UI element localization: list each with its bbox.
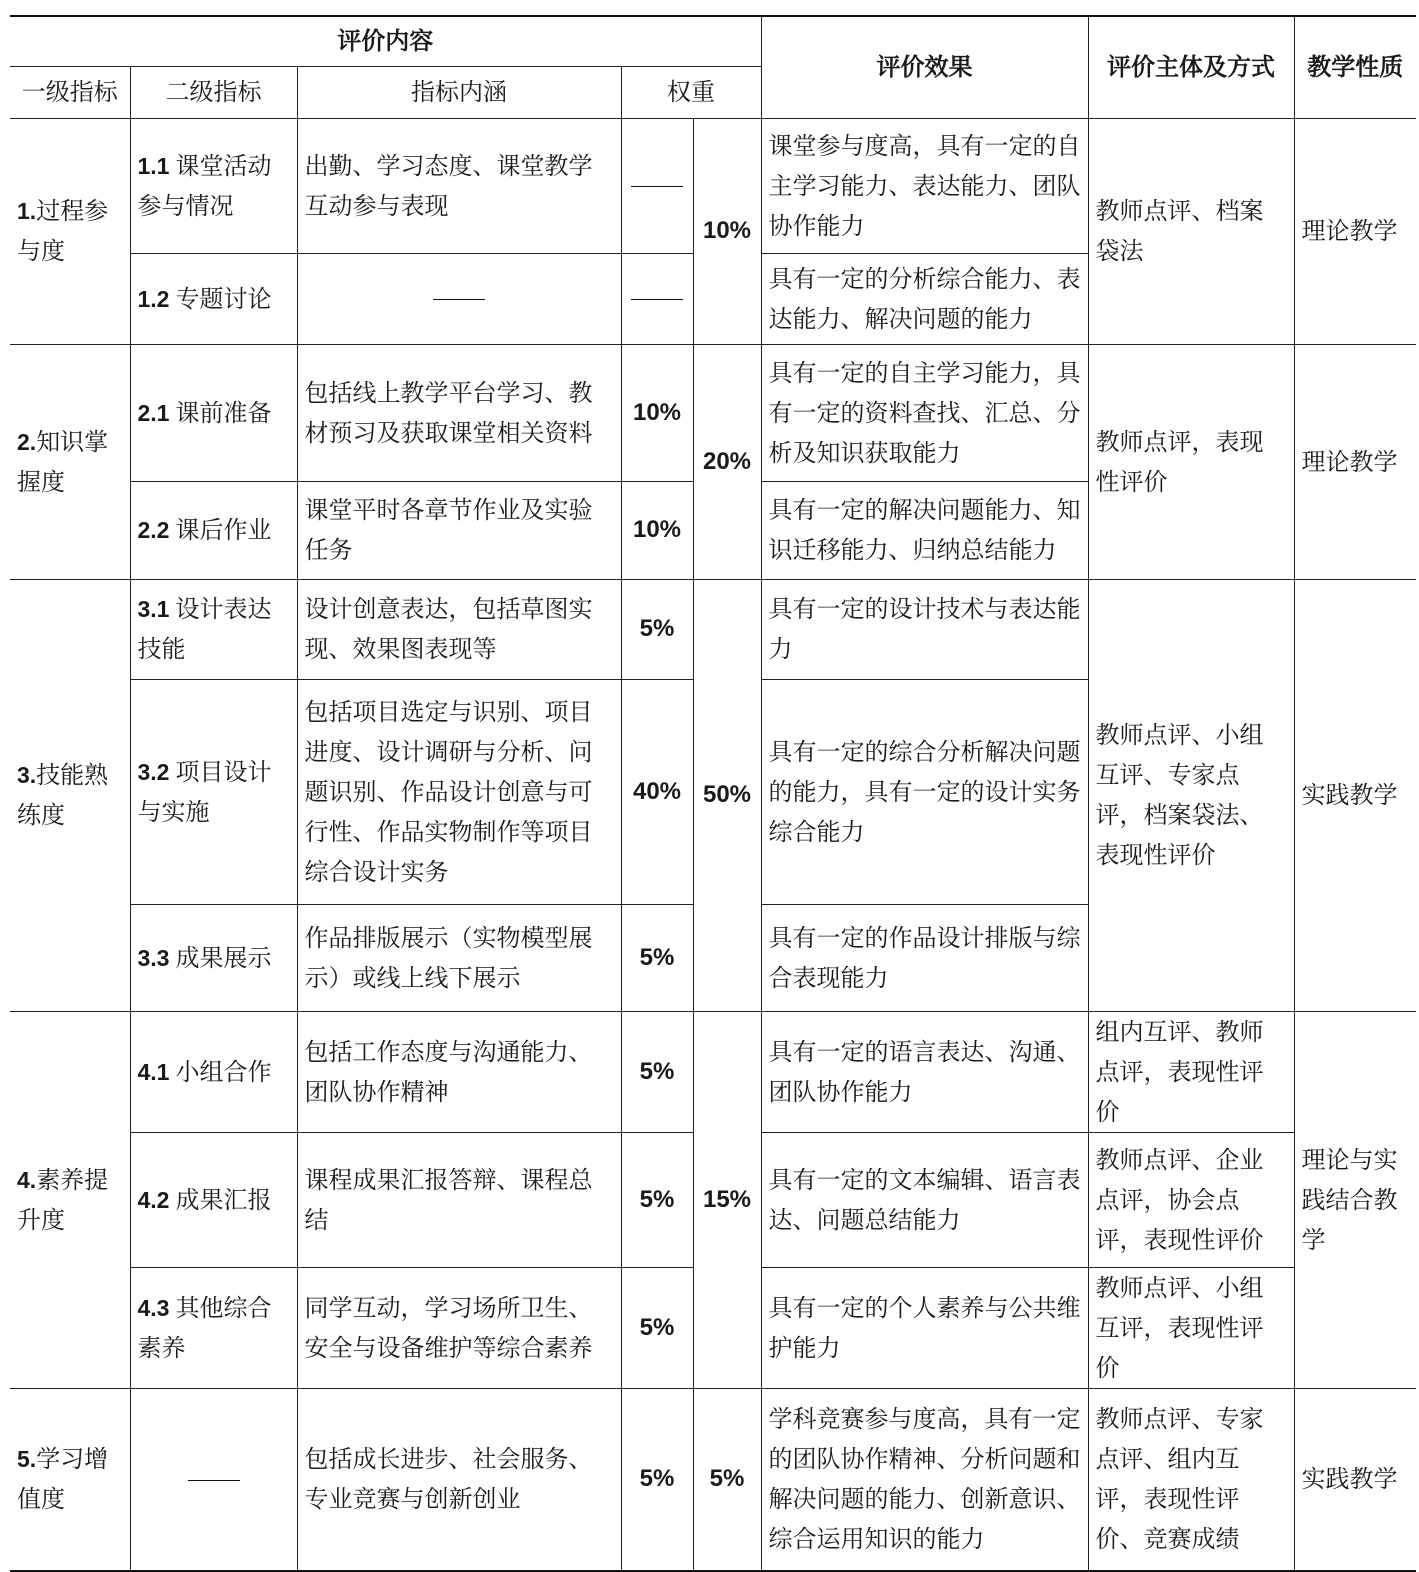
sub-weight-cell: 5% xyxy=(621,904,693,1011)
level2-indicator: 1.1 课堂活动参与情况 xyxy=(130,118,297,253)
sub-weight-cell: 5% xyxy=(621,579,693,679)
level2-indicator: 4.1 小组合作 xyxy=(130,1011,297,1132)
connotation-cell: 设计创意表达，包括草图实现、效果图表现等 xyxy=(297,579,621,679)
header-nature: 教学性质 xyxy=(1294,16,1416,118)
level2-indicator: 2.1 课前准备 xyxy=(130,344,297,481)
table-row xyxy=(10,344,1416,481)
subject-cell: 教师点评、小组互评，表现性评价 xyxy=(1088,1267,1294,1388)
table-row xyxy=(10,579,1416,679)
nature-cell: 理论与实践结合教学 xyxy=(1294,1011,1416,1388)
dash-mark xyxy=(188,1480,240,1481)
header-row-1 xyxy=(10,16,1416,66)
level1-indicator: 5.学习增值度 xyxy=(10,1388,130,1571)
connotation-cell: 包括线上教学平台学习、教材预习及获取课堂相关资料 xyxy=(297,344,621,481)
level2-indicator: 4.3 其他综合素养 xyxy=(130,1267,297,1388)
sub-weight-cell: 5% xyxy=(621,1132,693,1267)
level1-indicator: 2.知识掌握度 xyxy=(10,344,130,579)
subject-cell: 教师点评、档案袋法 xyxy=(1088,118,1294,344)
evaluation-table xyxy=(10,15,1416,1572)
connotation-cell: 作品排版展示（实物模型展示）或线上线下展示 xyxy=(297,904,621,1011)
subject-cell: 教师点评、企业点评，协会点评，表现性评价 xyxy=(1088,1132,1294,1267)
connotation-cell: 包括成长进步、社会服务、专业竞赛与创新创业 xyxy=(297,1388,621,1571)
group-weight-cell: 5% xyxy=(693,1388,761,1571)
table-row xyxy=(10,1011,1416,1132)
subject-cell: 教师点评、小组互评、专家点评，档案袋法、表现性评价 xyxy=(1088,579,1294,1011)
effect-cell: 具有一定的解决问题能力、知识迁移能力、归纳总结能力 xyxy=(761,481,1088,579)
dash-mark xyxy=(631,186,683,187)
sub-weight-cell: 5% xyxy=(621,1267,693,1388)
connotation-cell: 出勤、学习态度、课堂教学互动参与表现 xyxy=(297,118,621,253)
nature-cell: 实践教学 xyxy=(1294,1388,1416,1571)
sub-weight-cell: 10% xyxy=(621,481,693,579)
effect-cell: 具有一定的分析综合能力、表达能力、解决问题的能力 xyxy=(761,253,1088,344)
group-weight-cell: 10% xyxy=(693,118,761,344)
nature-cell: 理论教学 xyxy=(1294,118,1416,344)
header-weight: 权重 xyxy=(621,66,761,118)
effect-cell: 具有一定的语言表达、沟通、团队协作能力 xyxy=(761,1011,1088,1132)
sub-weight-cell: 5% xyxy=(621,1011,693,1132)
table-row xyxy=(10,118,1416,253)
header-level2: 二级指标 xyxy=(130,66,297,118)
table-row xyxy=(10,1388,1416,1571)
dash-mark xyxy=(631,299,683,300)
effect-cell: 具有一定的自主学习能力，具有一定的资料查找、汇总、分析及知识获取能力 xyxy=(761,344,1088,481)
header-effect: 评价效果 xyxy=(761,16,1088,118)
header-eval-content: 评价内容 xyxy=(10,16,761,66)
connotation-cell: 同学互动，学习场所卫生、安全与设备维护等综合素养 xyxy=(297,1267,621,1388)
header-subject: 评价主体及方式 xyxy=(1088,16,1294,118)
effect-cell: 具有一定的文本编辑、语言表达、问题总结能力 xyxy=(761,1132,1088,1267)
level2-indicator: 3.1 设计表达技能 xyxy=(130,579,297,679)
connotation-cell: 包括项目选定与识别、项目进度、设计调研与分析、问题识别、作品设计创意与可行性、作品实物制作等项目综合设计实务 xyxy=(297,679,621,904)
connotation-cell: 包括工作态度与沟通能力、团队协作精神 xyxy=(297,1011,621,1132)
sub-weight-cell: 40% xyxy=(621,679,693,904)
dash-mark xyxy=(433,299,485,300)
effect-cell: 具有一定的设计技术与表达能力 xyxy=(761,579,1088,679)
subject-cell: 教师点评，表现性评价 xyxy=(1088,344,1294,579)
sub-weight-cell xyxy=(621,253,693,344)
group-weight-cell: 20% xyxy=(693,344,761,579)
header-level1: 一级指标 xyxy=(10,66,130,118)
subject-cell: 组内互评、教师点评，表现性评价 xyxy=(1088,1011,1294,1132)
level1-indicator: 4.素养提升度 xyxy=(10,1011,130,1388)
sub-weight-cell: 10% xyxy=(621,344,693,481)
sub-weight-cell: 5% xyxy=(621,1388,693,1571)
level2-indicator: 2.2 课后作业 xyxy=(130,481,297,579)
level1-indicator: 3.技能熟练度 xyxy=(10,579,130,1011)
sub-weight-cell xyxy=(621,118,693,253)
level2-indicator: 3.3 成果展示 xyxy=(130,904,297,1011)
connotation-cell: 课堂平时各章节作业及实验任务 xyxy=(297,481,621,579)
level2-indicator xyxy=(130,1388,297,1571)
effect-cell: 学科竞赛参与度高，具有一定的团队协作精神、分析问题和解决问题的能力、创新意识、综合运用知识的能力 xyxy=(761,1388,1088,1571)
connotation-cell xyxy=(297,253,621,344)
nature-cell: 实践教学 xyxy=(1294,579,1416,1011)
subject-cell: 教师点评、专家点评、组内互评，表现性评价、竞赛成绩 xyxy=(1088,1388,1294,1571)
level2-indicator: 1.2 专题讨论 xyxy=(130,253,297,344)
header-connotation: 指标内涵 xyxy=(297,66,621,118)
level1-indicator: 1.过程参与度 xyxy=(10,118,130,344)
group-weight-cell: 15% xyxy=(693,1011,761,1388)
nature-cell: 理论教学 xyxy=(1294,344,1416,579)
level2-indicator: 4.2 成果汇报 xyxy=(130,1132,297,1267)
effect-cell: 具有一定的个人素养与公共维护能力 xyxy=(761,1267,1088,1388)
level2-indicator: 3.2 项目设计与实施 xyxy=(130,679,297,904)
group-weight-cell: 50% xyxy=(693,579,761,1011)
effect-cell: 课堂参与度高，具有一定的自主学习能力、表达能力、团队协作能力 xyxy=(761,118,1088,253)
effect-cell: 具有一定的作品设计排版与综合表现能力 xyxy=(761,904,1088,1011)
effect-cell: 具有一定的综合分析解决问题的能力，具有一定的设计实务综合能力 xyxy=(761,679,1088,904)
connotation-cell: 课程成果汇报答辩、课程总结 xyxy=(297,1132,621,1267)
